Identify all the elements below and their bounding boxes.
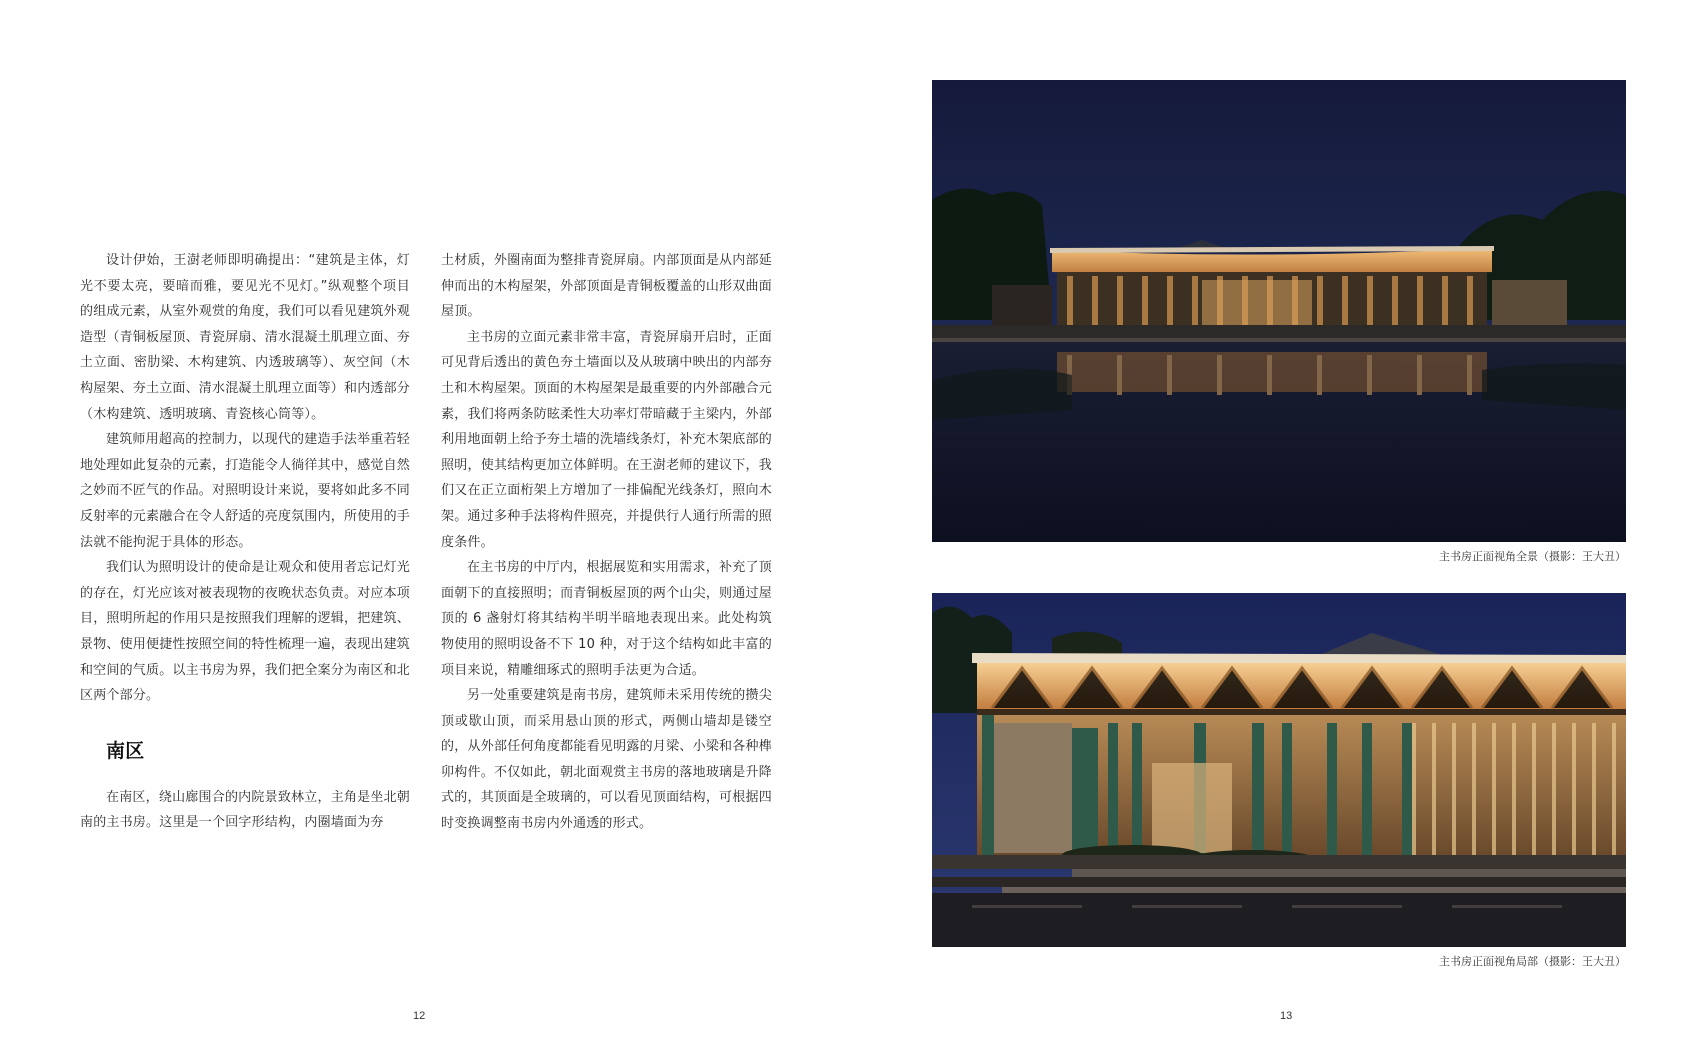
night-building-photo-detail <box>932 593 1626 947</box>
page-number-right: 13 <box>1280 1010 1293 1022</box>
body-paragraph-continued: 土材质，外圈南面为整排青瓷屏扇。内部顶面是从内部延伸而出的木构屋架，外部顶面是青铜板覆盖的山形双曲面屋顶。 <box>441 253 772 320</box>
body-paragraph: 另一处重要建筑是南书房，建筑师未采用传统的攒尖顶或歇山顶，而采用悬山顶的形式，两侧山墙却是镂空的，从外部任何角度都能看见明露的月梁、小梁和各种榫卯构件。不仅如此，朝北面观赏主书房的落地玻璃是升降式的，其顶面是全玻璃的，可以看见顶面结构，可根据四时变换调整南书房内外通透的形式。 <box>441 688 772 832</box>
photo-main-study-detail <box>932 593 1626 947</box>
text-column-left <box>80 248 410 836</box>
body-paragraph: 主书房的立面元素非常丰富，青瓷屏扇开启时，正面可见背后透出的黄色夯土墙面以及从玻璃中映出的内部夯土和木构屋架。顶面的木构屋架是最重要的内外部融合元素，我们将两条防眩柔性大功率灯带暗藏于主梁内，外部利用地面朝上给予夯土墙的洗墙线条灯，补充木架底部的照明，使其结构更加立体鲜明。在王澍老师的建议下，我们又在正立面桁架上方增加了一排偏配光线条灯，照向木架。通过多种手法将构件照亮，并提供行人通行所需的照度条件。 <box>441 329 772 550</box>
body-paragraph: 我们认为照明设计的使命是让观众和使用者忘记灯光的存在，灯光应该对被表现物的夜晚状态负责。对应本项目，照明所起的作用只是按照我们理解的逻辑，把建筑、景物、使用便捷性按照空间的特性梳理一遍，表现出建筑和空间的气质。以主书房为界，我们把全案分为南区和北区两个部分。 <box>80 560 411 704</box>
text-column-right <box>441 248 772 837</box>
photo-caption: 主书房正面视角局部（摄影：王大丑） <box>1439 955 1626 968</box>
photo-caption: 主书房正面视角全景（摄影：王大丑） <box>1439 550 1626 563</box>
photo-main-study-full-view <box>932 80 1626 542</box>
body-paragraph: 建筑师用超高的控制力，以现代的建造手法举重若轻地处理如此复杂的元素，打造能令人徜徉其中，感觉自然之妙而不匠气的作品。对照明设计来说，要将如此多不同反射率的元素融合在令人舒适的亮度氛围内，所使用的手法就不能拘泥于具体的形态。 <box>80 432 411 550</box>
body-paragraph: 在主书房的中厅内，根据展览和实用需求，补充了顶面朝下的直接照明；而青铜板屋顶的两个山尖，则通过屋顶的 6 盏射灯将其结构半明半暗地表现出来。此处构筑物使用的照明设备不下 10 种，对于这个结构如此丰富的项目来说，精雕细琢式的照明手法更为合适。 <box>441 560 772 678</box>
section-heading: 南区 <box>106 739 145 762</box>
page-number-left: 12 <box>413 1010 426 1022</box>
body-paragraph: 设计伊始，王澍老师即明确提出：“建筑是主体，灯光不要太亮，要暗而雅，要见光不见灯。”纵观整个项目的组成元素，从室外观赏的角度，我们可以看见建筑外观造型（青铜板屋顶、青瓷屏扇、清水混凝土肌理立面、夯土立面、密肋梁、木构建筑、内透玻璃等）、灰空间（木构屋架、夯土立面、清水混凝土肌理立面等）和内透部分（木构建筑、透明玻璃、青瓷核心筒等）。 <box>80 253 411 422</box>
body-paragraph: 在南区，绕山廊围合的内院景致林立，主角是坐北朝南的主书房。这里是一个回字形结构，内圈墙面为夯 <box>80 789 410 831</box>
night-building-photo-full <box>932 80 1626 542</box>
